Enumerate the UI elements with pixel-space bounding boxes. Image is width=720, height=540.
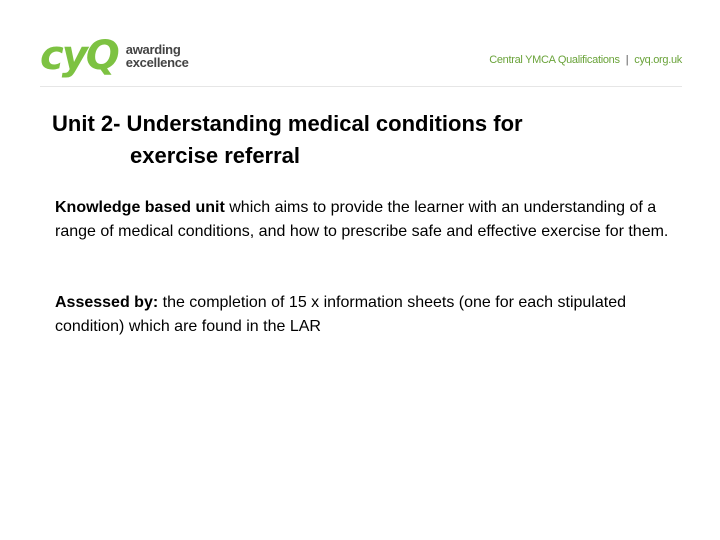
assessment-text: the completion of 15 x information sheets (one for each stipulated condition) which are found in the LAR bbox=[55, 294, 626, 335]
logo-tagline-line1: awarding bbox=[125, 42, 181, 57]
assessment-label: Assessed by: bbox=[55, 294, 159, 311]
header-separator: | bbox=[625, 54, 629, 66]
header bbox=[0, 0, 720, 90]
assessment-description bbox=[55, 291, 685, 339]
org-name: Central YMCA Qualifications bbox=[489, 54, 620, 66]
slide-title-line1: Unit 2- Understanding medical conditions for bbox=[52, 111, 523, 136]
unit-description-text: which aims to provide the learner with an understanding of a range of medical conditions, and how to prescribe safe and effective exercise for them. bbox=[55, 199, 669, 240]
logo-tagline bbox=[126, 43, 189, 69]
website-text: cyq.org.uk bbox=[634, 54, 682, 66]
slide-title-line2: exercise referral bbox=[130, 143, 301, 168]
header-org-info bbox=[489, 54, 682, 66]
slide-title bbox=[52, 108, 672, 172]
logo-tagline-line2: excellence bbox=[125, 55, 189, 70]
header-divider bbox=[40, 86, 682, 87]
unit-description-label: Knowledge based unit bbox=[55, 199, 225, 216]
cyq-logo bbox=[40, 33, 189, 79]
unit-description bbox=[55, 196, 685, 244]
logo-mark: cyQ bbox=[40, 33, 118, 79]
